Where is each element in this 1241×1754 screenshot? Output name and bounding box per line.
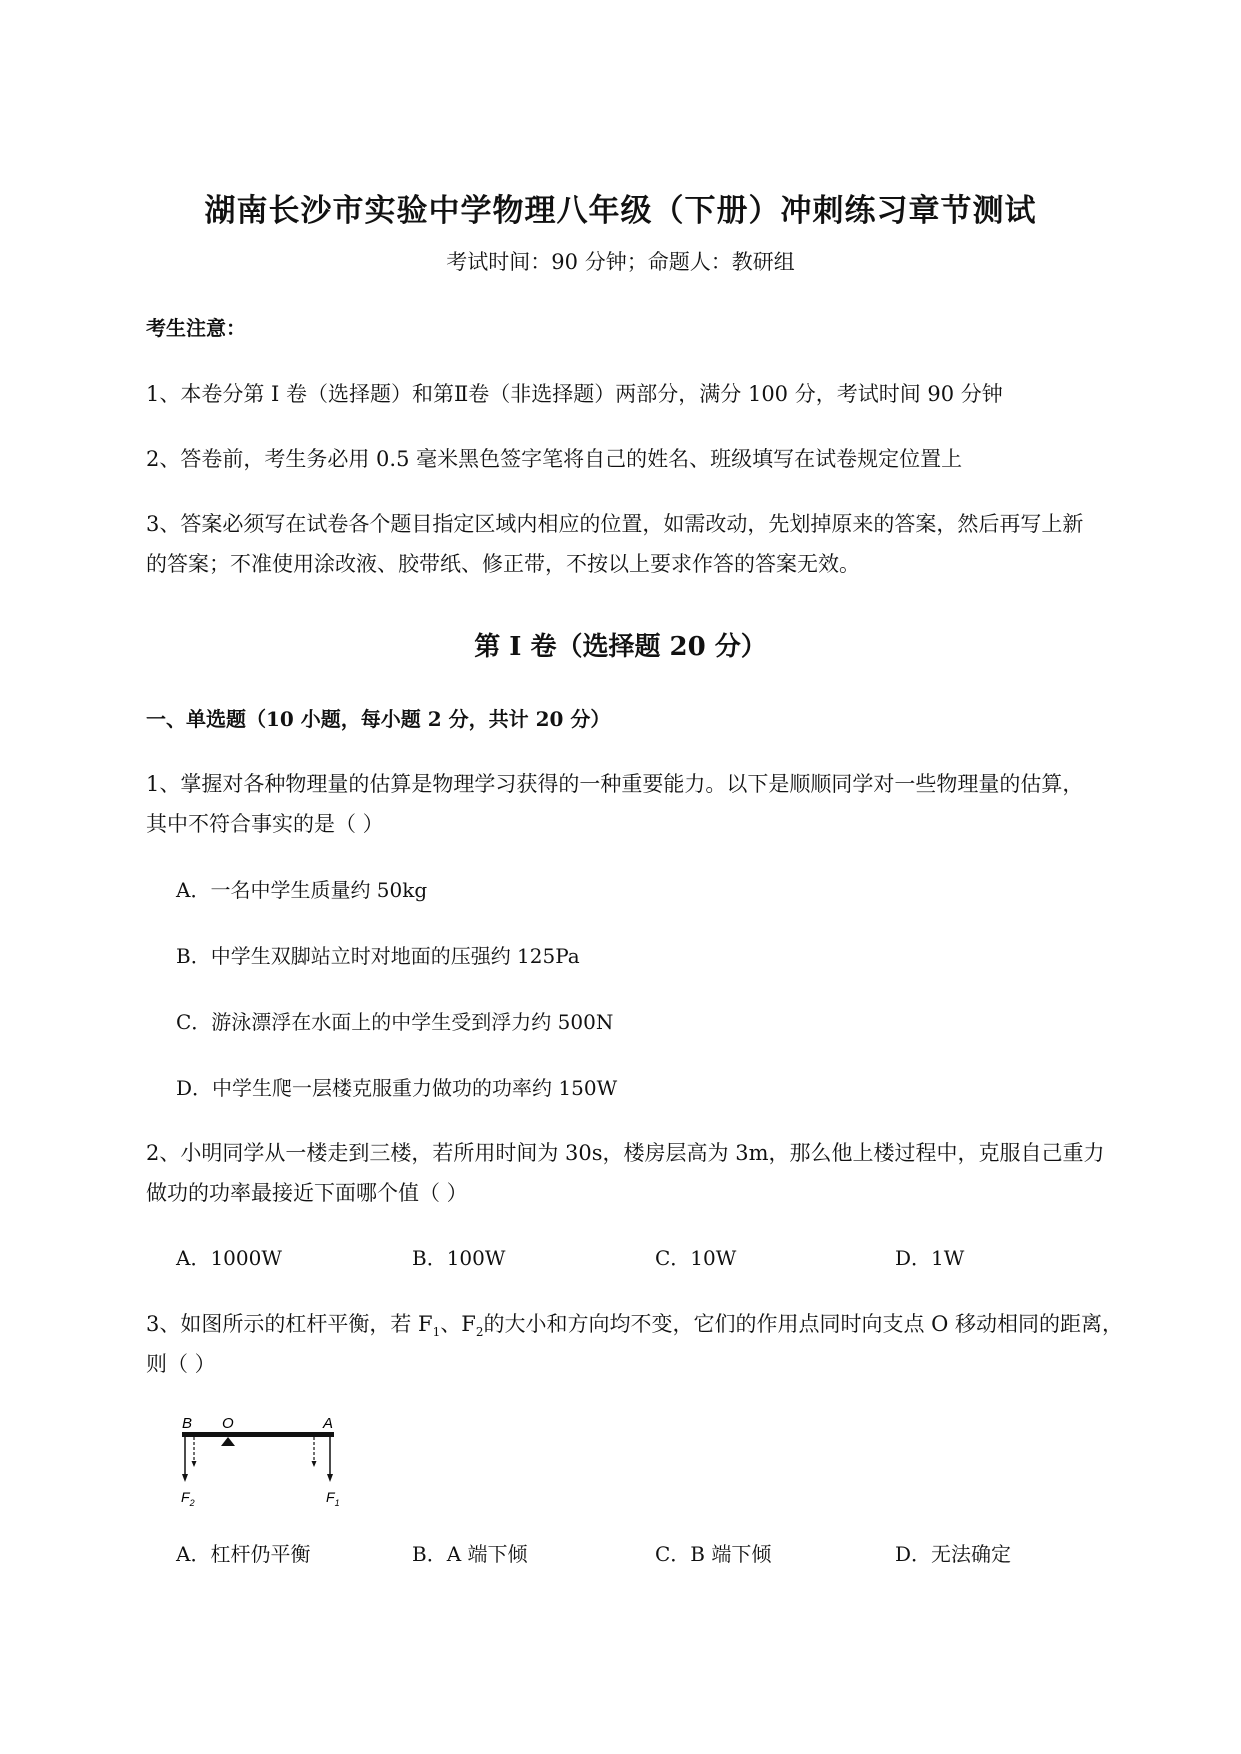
question-2-text: 做功的功率最接近下面哪个值（ ） xyxy=(146,1181,468,1205)
label-f2: $F_2$ xyxy=(181,1489,195,1508)
question-3-option-a: A．杠杆仍平衡 xyxy=(176,1542,311,1566)
section-title: 第 I 卷（选择题 20 分） xyxy=(474,632,767,662)
question-2-option-b: B．100W xyxy=(412,1246,506,1270)
question-3-option-c: C．B 端下倾 xyxy=(655,1542,772,1566)
question-3-text: 则（ ） xyxy=(146,1352,216,1376)
part-heading: 一、单选题（10 小题，每小题 2 分，共计 20 分） xyxy=(146,707,611,731)
notice-item: 1、本卷分第 I 卷（选择题）和第Ⅱ卷（非选择题）两部分，满分 100 分，考试时间 90 分钟 xyxy=(146,382,1003,406)
label-o: O xyxy=(222,1415,234,1432)
notice-item: 3、答案必须写在试卷各个题目指定区域内相应的位置，如需改动，先划掉原来的答案，然后再写上新 xyxy=(146,512,1084,536)
question-3-option-b: B．A 端下倾 xyxy=(412,1542,528,1566)
question-2-option-d: D．1W xyxy=(895,1246,965,1270)
question-2-text: 2、小明同学从一楼走到三楼，若所用时间为 30s，楼房层高为 3m，那么他上楼过程中，克服自己重力 xyxy=(146,1141,1105,1165)
force-f1-dashed-arrowhead xyxy=(312,1461,317,1467)
question-1-option-a: A．一名中学生质量约 50kg xyxy=(176,878,428,902)
question-1-text: 其中不符合事实的是（ ） xyxy=(146,812,384,836)
lever-svg xyxy=(178,1410,348,1520)
label-b: B xyxy=(182,1415,193,1432)
fulcrum-icon xyxy=(221,1437,235,1446)
question-1-option-c: C．游泳漂浮在水面上的中学生受到浮力约 500N xyxy=(176,1010,614,1034)
lever-bar xyxy=(182,1432,334,1437)
page-title: 湖南长沙市实验中学物理八年级（下册）冲刺练习章节测试 xyxy=(204,193,1037,229)
force-f1-arrowhead xyxy=(327,1474,333,1482)
question-2-option-c: C．10W xyxy=(655,1246,737,1270)
notice-heading: 考生注意： xyxy=(146,316,246,340)
question-1-text: 1、掌握对各种物理量的估算是物理学习获得的一种重要能力。以下是顺顺同学对一些物理量的估算， xyxy=(146,772,1084,796)
notice-item: 的答案；不准使用涂改液、胶带纸、修正带，不按以上要求作答的答案无效。 xyxy=(146,552,860,576)
label-f1: $F_1$ xyxy=(326,1489,340,1508)
force-f2-arrowhead xyxy=(182,1474,188,1482)
label-a: A xyxy=(323,1415,334,1432)
question-3-option-d: D．无法确定 xyxy=(895,1542,1012,1566)
lever-diagram xyxy=(178,1410,348,1524)
force-f2-dashed-arrowhead xyxy=(192,1461,197,1467)
exam-info: 考试时间：90 分钟；命题人：教研组 xyxy=(446,250,795,274)
notice-item: 2、答卷前，考生务必用 0.5 毫米黑色签字笔将自己的姓名、班级填写在试卷规定位置上 xyxy=(146,447,963,471)
question-1-option-b: B．中学生双脚站立时对地面的压强约 125Pa xyxy=(176,944,580,968)
question-1-option-d: D．中学生爬一层楼克服重力做功的功率约 150W xyxy=(176,1076,618,1100)
question-2-option-a: A．1000W xyxy=(176,1246,282,1270)
question-3-text: 3、如图所示的杠杆平衡，若 $F_1$、$F_2$的大小和方向均不变，它们的作用点同时向支点 O 移动相同的距离， xyxy=(146,1312,1124,1340)
